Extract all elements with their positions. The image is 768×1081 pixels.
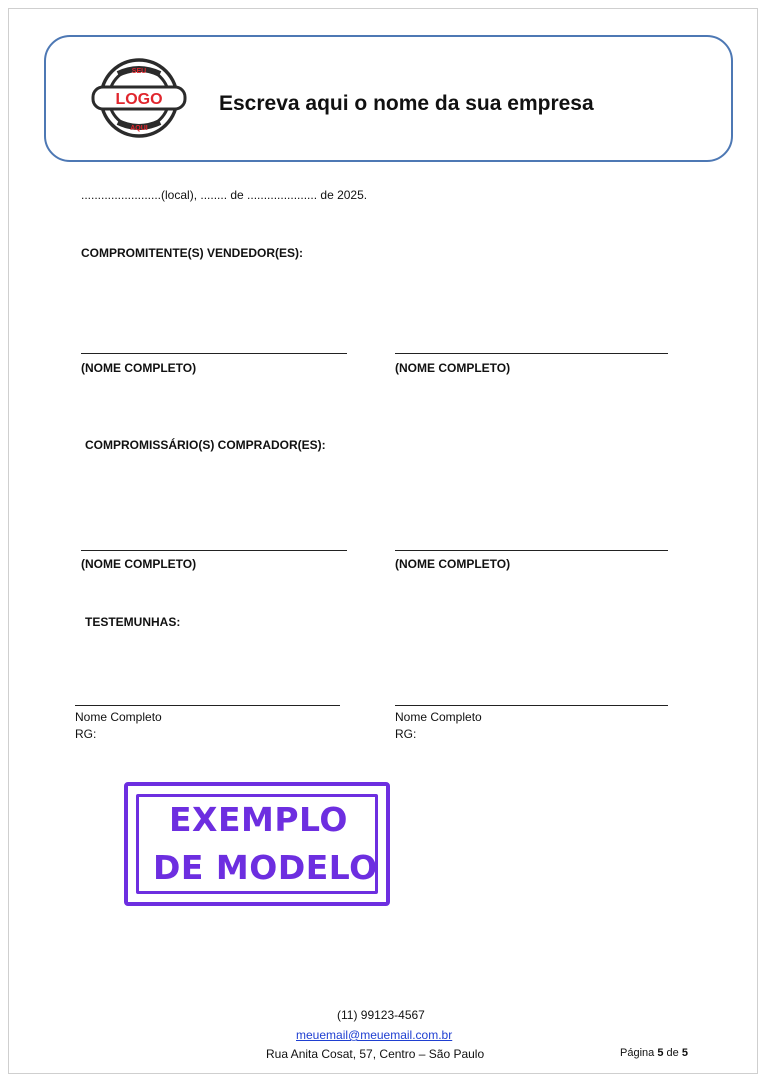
page-label: Página xyxy=(620,1047,655,1059)
witness-rg-2: RG: xyxy=(395,727,417,741)
stamp-line-2: DE MODELO xyxy=(153,848,378,887)
seller-name-2: (NOME COMPLETO) xyxy=(395,361,511,375)
buyer-signature-line-2 xyxy=(395,550,668,551)
seller-signature-line-2 xyxy=(395,353,668,354)
witnesses-heading: TESTEMUNHAS: xyxy=(85,615,181,629)
buyer-signature-line-1 xyxy=(81,550,347,551)
witness-rg-1: RG: xyxy=(75,727,97,741)
company-name: Escreva aqui o nome da sua empresa xyxy=(219,92,594,115)
witness-signature-line-1 xyxy=(75,705,340,706)
logo-text-middle: LOGO xyxy=(115,91,163,108)
seller-name-1: (NOME COMPLETO) xyxy=(81,361,197,375)
logo-text-top: SEU xyxy=(131,68,147,75)
place-date-line: ........................(local), ........ de ..................... de 2025. xyxy=(81,188,368,202)
buyers-heading: COMPROMISSÁRIO(S) COMPRADOR(ES): xyxy=(85,438,326,452)
page-of: de xyxy=(666,1047,679,1059)
logo-text-bottom: AQUI xyxy=(130,125,148,132)
sellers-heading: COMPROMITENTE(S) VENDEDOR(ES): xyxy=(81,246,303,260)
witness-name-2: Nome Completo xyxy=(395,710,482,724)
witness-name-1: Nome Completo xyxy=(75,710,162,724)
buyer-name-1: (NOME COMPLETO) xyxy=(81,557,197,571)
stamp-line-1: EXEMPLO xyxy=(169,800,348,839)
seller-signature-line-1 xyxy=(81,353,347,354)
page-total: 5 xyxy=(681,1047,688,1059)
page-current: 5 xyxy=(657,1047,664,1059)
footer-email-link[interactable]: meuemail@meuemail.com.br xyxy=(296,1028,453,1042)
footer-page-number xyxy=(620,1047,688,1059)
logo-icon xyxy=(90,56,188,140)
page-frame xyxy=(8,8,758,1074)
witness-signature-line-2 xyxy=(395,705,668,706)
footer-address: Rua Anita Cosat, 57, Centro – São Paulo xyxy=(266,1047,485,1061)
footer-phone: (11) 99123-4567 xyxy=(337,1008,425,1022)
buyer-name-2: (NOME COMPLETO) xyxy=(395,557,511,571)
